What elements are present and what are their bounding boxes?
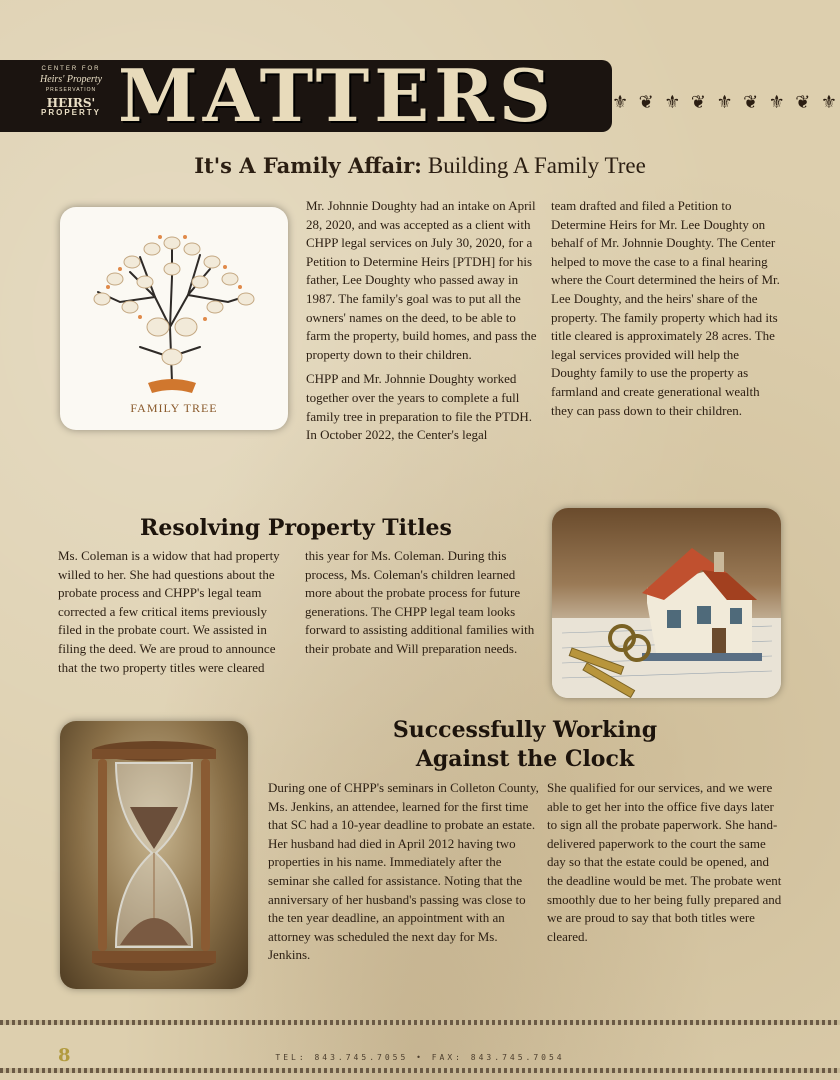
house-and-keys-image <box>552 508 781 698</box>
article-1-title-bold: It's A Family Affair: <box>194 153 422 178</box>
tree-icon <box>60 207 288 430</box>
article-1-paragraph-1: Mr. Johnnie Doughty had an intake on April 28, 2020, and was accepted as a client with CHPP legal services on July 30, 2020, for a Petition to Determine Heirs [PTDH] for his father, Lee Doughty who passed away in 1987. The family's goal was to put all the owners' names on the deed, to be able to farm the property, build homes, and pass the property down to their children. <box>306 198 537 362</box>
article-2-paragraph-1: Ms. Coleman is a widow that had property willed to her. She had questions about the probate process and CHPP's legal team corrected a few critical items previously filed in the probate court. We assisted in filing the deed. We are proud to announce that the two property titles were cleared <box>58 548 280 675</box>
house-icon <box>552 508 781 698</box>
article-3-column-1 <box>268 779 540 965</box>
logo-heirs-text: HEIRS' <box>46 96 96 110</box>
article-1-column-2 <box>551 197 783 420</box>
masthead-title: MATTERS <box>118 53 556 138</box>
ornament-border-icon: ⚜ ❦ ⚜ ❦ ⚜ ❦ ⚜ ❦ ⚜ <box>612 92 840 112</box>
hourglass-icon <box>60 721 248 989</box>
article-3-column-2 <box>547 779 783 946</box>
article-3-title-line-2: Against the Clock <box>415 746 635 772</box>
hourglass-image <box>60 721 248 989</box>
logo-top-text: CENTER FOR <box>41 66 101 72</box>
article-1-paragraph-2: CHPP and Mr. Johnnie Doughty worked together over the years to complete a full family tree in preparation to file the PTDH. In October 2022, the Center's legal <box>306 371 532 443</box>
logo-script-text: Heirs' Property <box>39 74 103 85</box>
article-2-column-1 <box>58 547 290 677</box>
article-2-title: Resolving Property Titles <box>140 515 452 541</box>
chpp-logo <box>28 64 114 130</box>
article-3-paragraph-1: During one of CHPP's seminars in Colleton County, Ms. Jenkins, an attendee, learned for the first time that SC had a 10-year deadline to probate an estate. Her husband had died in April 2012 having two properties in his name. Immediately after the seminar she called for assistance. Noting that the anniversary of her husband's passing was close to the ten year deadline, an appointment with an attorney was scheduled the next day for Ms. Jenkins. <box>268 780 539 963</box>
logo-property-text: PROPERTY <box>40 108 101 117</box>
page-number: 8 <box>58 1045 71 1066</box>
family-tree-caption: FAMILY TREE <box>130 401 218 415</box>
article-3-title <box>270 716 780 774</box>
article-2-paragraph-2: this year for Ms. Coleman. During this process, Ms. Coleman's children learned more about the probate process for future generations. The CHPP legal team looks forward to assisting additional families with their probate and Will preparation needs. <box>305 548 535 656</box>
footer-contact: TEL: 843.745.7055 • FAX: 843.745.7054 <box>275 1053 565 1062</box>
article-3-paragraph-2: She qualified for our services, and we were able to get her into the office five days later to sign all the probate paperwork. She hand-delivered paperwork to the court the same day so that the estate could be opened, and the deadline would be met. The probate went smoothly due to her being fully prepared and we are proud to say that both titles were cleared. <box>547 780 782 944</box>
article-1-title <box>0 150 840 182</box>
footer-border-bottom <box>0 1068 840 1073</box>
article-1-paragraph-3: team drafted and filed a Petition to Determine Heirs for Mr. Lee Doughty on behalf of Mr. Johnnie Doughty. The Center helped to move the case to a final hearing where the Court determined the heirs of Mr. Lee Doughty, and the heirs' share of the property. The family property which had its title cleared is approximately 28 acres. The legal services provided will help the Doughty family to use the property as farmland and create generational wealth they can pass down to their children. <box>551 198 780 418</box>
article-3-title-line-1: Successfully Working <box>392 717 658 743</box>
article-1-title-regular: Building A Family Tree <box>427 153 646 178</box>
article-2-column-2 <box>305 547 537 659</box>
logo-sub-text: PRESERVATION <box>45 87 97 93</box>
footer-border-top <box>0 1020 840 1025</box>
article-1-column-1 <box>306 197 538 445</box>
family-tree-image <box>60 207 288 430</box>
